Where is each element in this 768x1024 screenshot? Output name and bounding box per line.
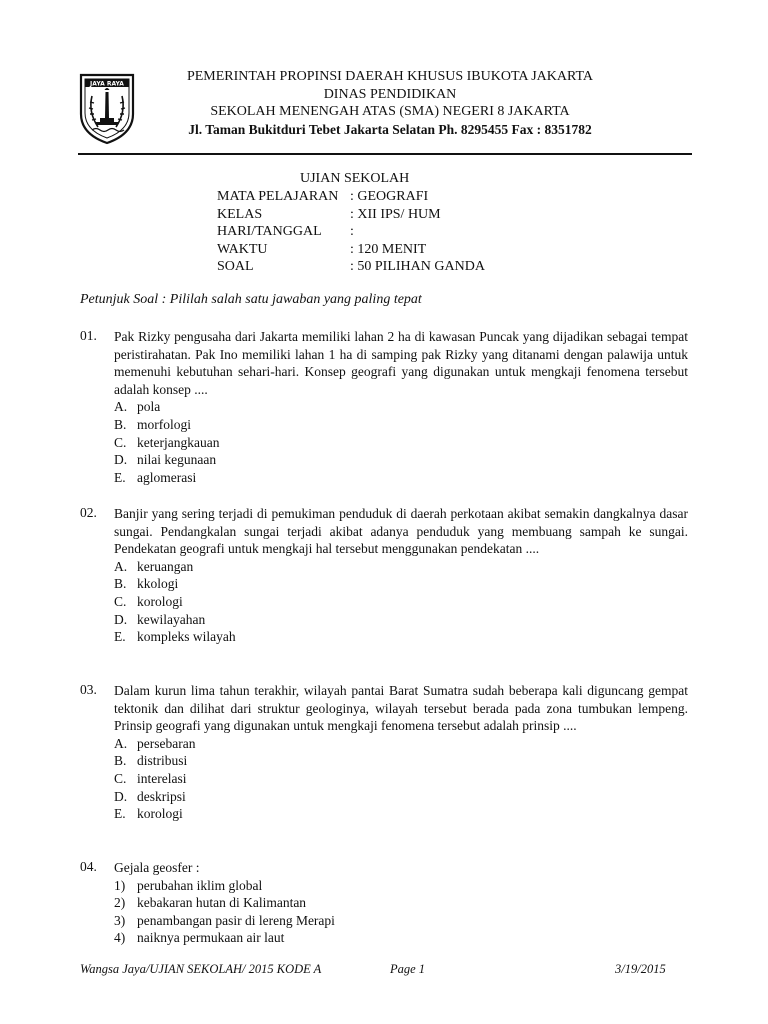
item-number: 3) xyxy=(114,912,126,928)
footer-page-number: Page 1 xyxy=(390,962,426,976)
question-stem: Dalam kurun lima tahun terakhir, wilayah pantai Barat Sumatra sudah beberapa kali diguncang gempat tektonik dan dilihat dari struktur geologinya, wilayah tersebut berada pada zona tumbukan lempeng. Prinsip geografi yang digunakan untuk mengkaji fenomena tersebut adalah prinsip .... xyxy=(114,683,688,734)
header-divider xyxy=(78,153,692,155)
option-text: korologi xyxy=(137,593,183,609)
option-text: kewilayahan xyxy=(137,611,206,627)
exam-info-row xyxy=(217,188,485,206)
option-letter: B. xyxy=(114,416,127,432)
answer-option xyxy=(114,398,688,416)
exam-info-value: : xyxy=(350,224,354,239)
question-01 xyxy=(80,328,688,486)
option-text: keterjangkauan xyxy=(137,434,220,450)
answer-option xyxy=(114,469,688,487)
answer-option xyxy=(114,593,688,611)
question-number: 04. xyxy=(80,859,97,874)
option-letter: D. xyxy=(114,611,128,627)
letterhead-school: SEKOLAH MENENGAH ATAS (SMA) NEGERI 8 JAKARTA xyxy=(210,104,570,119)
letterhead xyxy=(140,68,640,138)
jakarta-emblem-logo xyxy=(78,72,136,146)
option-text: interelasi xyxy=(137,770,187,786)
letterhead-department: DINAS PENDIDIKAN xyxy=(323,86,457,102)
question-stem: Banjir yang sering terjadi di pemukiman penduduk di daerah perkotaan akibat semakin dangkalnya dasar sungai. Pendangkalan sungai terjadi akibat adanya penduduk yang membuang sampah ke sungai. Pendekatan geografi untuk mengkaji hal tersebut menggunakan pendekatan .... xyxy=(114,506,688,557)
exam-title: UJIAN SEKOLAH xyxy=(300,171,410,186)
option-letter: A. xyxy=(114,558,128,574)
option-text: aglomerasi xyxy=(137,469,197,485)
exam-info-value: : 50 PILIHAN GANDA xyxy=(350,259,485,274)
answer-option xyxy=(114,628,688,646)
exam-info-label: SOAL xyxy=(217,259,254,274)
item-number: 4) xyxy=(114,930,126,946)
option-letter: B. xyxy=(114,576,127,592)
exam-info-label: MATA PELAJARAN xyxy=(217,189,339,204)
answer-option xyxy=(114,434,688,452)
answer-option xyxy=(114,575,688,593)
item-text: perubahan iklim global xyxy=(137,877,263,893)
answer-option xyxy=(114,735,688,753)
list-item xyxy=(114,912,688,930)
footer-date: 3/19/2015 xyxy=(615,962,666,976)
option-text: nilai kegunaan xyxy=(137,452,217,468)
question-number: 03. xyxy=(80,682,97,697)
item-text: penambangan pasir di lereng Merapi xyxy=(137,912,335,928)
answer-option xyxy=(114,752,688,770)
answer-option xyxy=(114,788,688,806)
option-letter: C. xyxy=(114,593,127,609)
option-letter: A. xyxy=(114,735,128,751)
question-number: 01. xyxy=(80,328,97,343)
letterhead-address: Jl. Taman Bukitduri Tebet Jakarta Selatan Ph. 8295455 Fax : 8351782 xyxy=(188,121,592,137)
logo-text: JAYA RAYA xyxy=(90,80,124,88)
answer-option xyxy=(114,805,688,823)
option-letter: B. xyxy=(114,753,127,769)
item-text: naiknya permukaan air laut xyxy=(137,930,285,946)
option-text: morfologi xyxy=(137,416,191,432)
item-number: 1) xyxy=(114,877,126,893)
letterhead-government: PEMERINTAH PROPINSI DAERAH KHUSUS IBUKOTA JAKARTA xyxy=(186,69,594,84)
list-item xyxy=(114,877,688,895)
list-item xyxy=(114,894,688,912)
item-number: 2) xyxy=(114,895,126,911)
question-02 xyxy=(80,505,688,646)
exam-info xyxy=(217,188,485,276)
option-letter: C. xyxy=(114,434,127,450)
item-text: kebakaran hutan di Kalimantan xyxy=(137,895,307,911)
exam-info-label: WAKTU xyxy=(217,241,268,257)
option-letter: E. xyxy=(114,806,126,822)
option-letter: D. xyxy=(114,452,128,468)
exam-info-label: KELAS xyxy=(217,206,263,222)
option-text: korologi xyxy=(137,806,183,822)
exam-info-row xyxy=(217,223,485,241)
exam-info-value: : GEOGRAFI xyxy=(350,189,429,204)
option-text: kkologi xyxy=(137,576,179,592)
option-letter: D. xyxy=(114,788,128,804)
exam-info-row xyxy=(217,206,485,224)
option-letter: A. xyxy=(114,399,128,415)
exam-info-value: : 120 MENIT xyxy=(350,241,427,257)
option-letter: C. xyxy=(114,770,127,786)
exam-info-row xyxy=(217,258,485,276)
answer-option xyxy=(114,416,688,434)
option-letter: E. xyxy=(114,469,126,485)
question-04 xyxy=(80,859,688,947)
list-item xyxy=(114,929,688,947)
question-03 xyxy=(80,682,688,823)
option-text: pola xyxy=(137,399,161,415)
option-letter: E. xyxy=(114,629,126,645)
exam-info-label: HARI/TANGGAL xyxy=(217,224,322,239)
footer-document-code: Wangsa Jaya/UJIAN SEKOLAH/ 2015 KODE A xyxy=(80,962,322,976)
answer-option xyxy=(114,770,688,788)
instruction: Petunjuk Soal : Pililah salah satu jawaban yang paling tepat xyxy=(80,292,422,307)
option-text: persebaran xyxy=(137,735,196,751)
option-text: keruangan xyxy=(137,558,194,574)
option-text: kompleks wilayah xyxy=(137,629,236,645)
exam-info-row xyxy=(217,241,485,259)
answer-option xyxy=(114,558,688,576)
option-text: deskripsi xyxy=(137,788,186,804)
answer-option xyxy=(114,451,688,469)
exam-info-value: : XII IPS/ HUM xyxy=(350,206,441,222)
question-stem: Pak Rizky pengusaha dari Jakarta memiliki lahan 2 ha di kawasan Puncak yang dijadikan sebagai tempat peristirahatan. Pak Ino memiliki lahan 1 ha di samping pak Rizky yang ditanami dengan palawija untuk memenuhi kebutuhan sehari-hari. Konsep geografi yang digunakan untuk mengkaji fenomena tersebut adalah konsep .... xyxy=(114,329,688,397)
option-text: distribusi xyxy=(137,753,188,769)
question-number: 02. xyxy=(80,505,97,520)
question-stem: Gejala geosfer : xyxy=(114,860,200,875)
answer-option xyxy=(114,611,688,629)
